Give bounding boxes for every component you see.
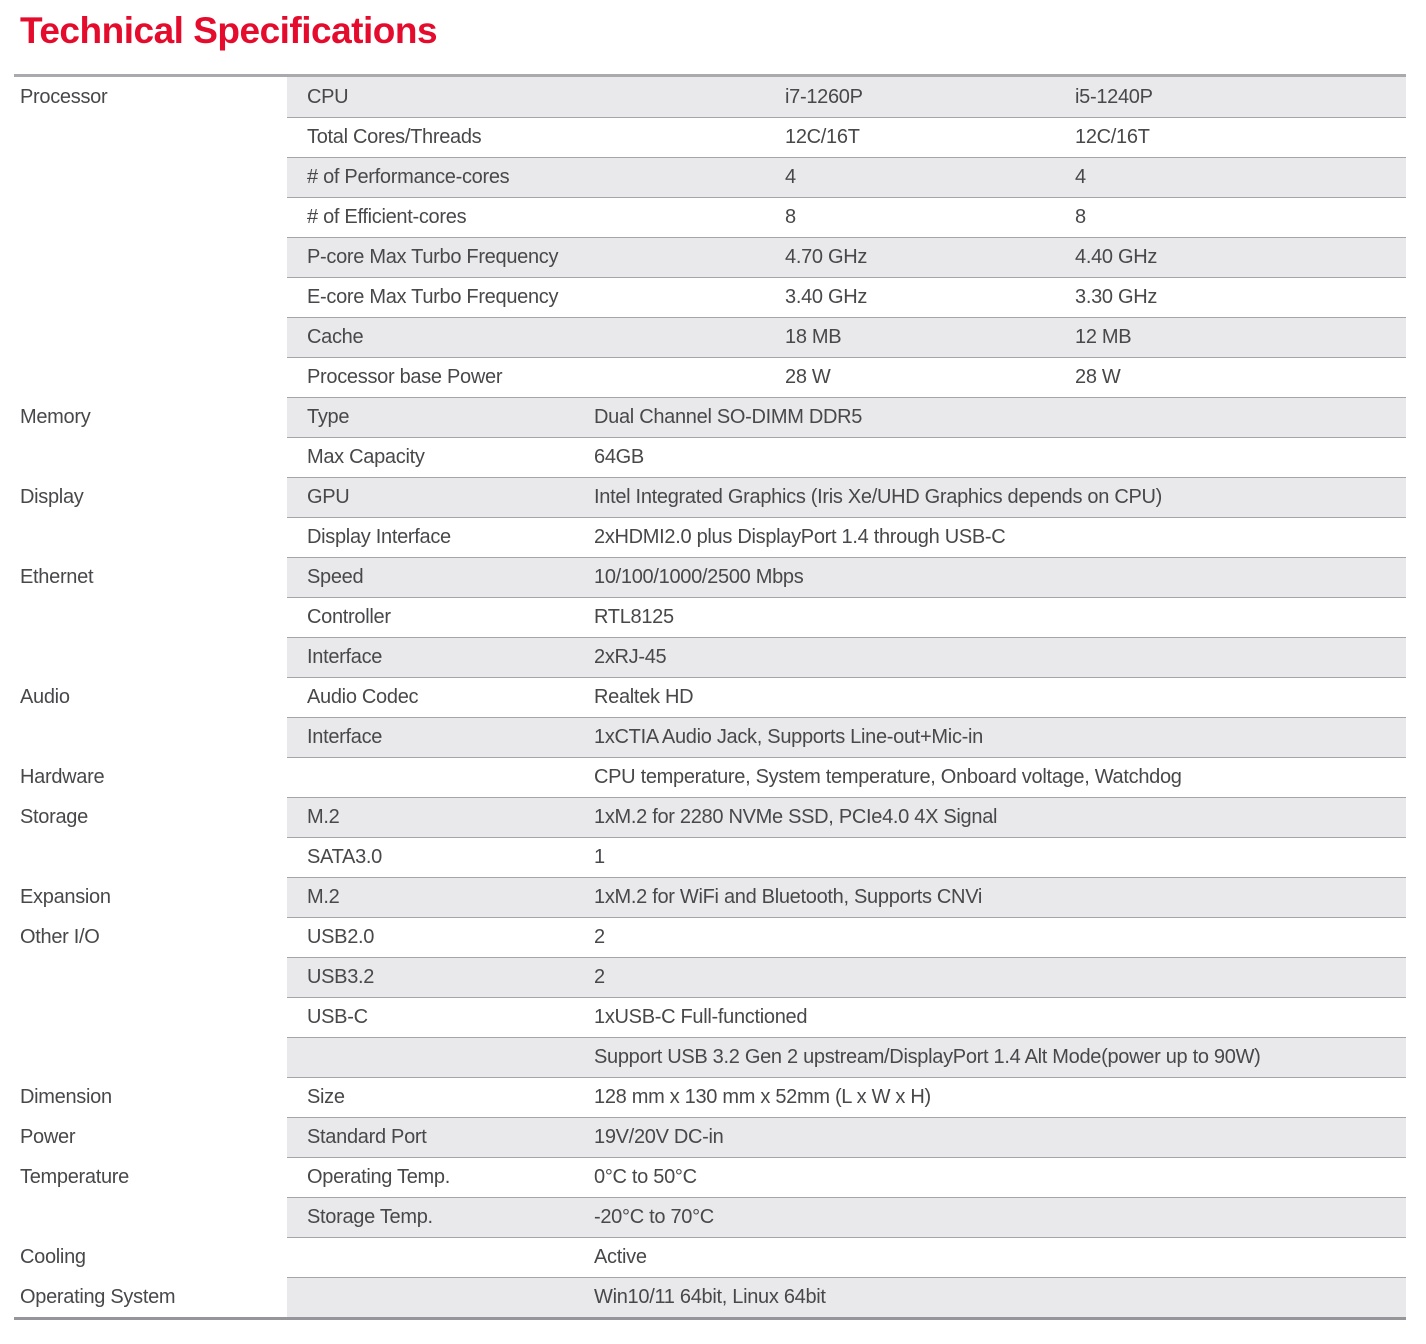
spec-value-1: Active <box>594 1246 647 1268</box>
table-row <box>14 677 1406 717</box>
spec-label: USB-C <box>307 1006 368 1028</box>
row-band <box>287 637 1406 677</box>
spec-label: # of Efficient-cores <box>307 206 467 228</box>
spec-value-1: 10/100/1000/2500 Mbps <box>594 566 804 588</box>
category-label <box>14 837 287 877</box>
row-band <box>287 677 1406 717</box>
row-band <box>287 237 1406 277</box>
category-label: Other I/O <box>14 917 287 957</box>
spec-label <box>287 1238 594 1277</box>
spec-value-1: RTL8125 <box>594 606 674 628</box>
spec-value-1: 28 W <box>785 366 831 388</box>
row-band <box>287 957 1406 997</box>
spec-value-1: 0°C to 50°C <box>594 1166 697 1188</box>
table-row <box>14 157 1406 197</box>
row-band <box>287 1117 1406 1157</box>
spec-value-1: i7-1260P <box>785 85 863 108</box>
spec-value-1: 1xCTIA Audio Jack, Supports Line-out+Mic-in <box>594 726 983 748</box>
category-label <box>14 1037 287 1077</box>
spec-value-1: 4.70 GHz <box>785 246 868 268</box>
category-label <box>14 117 287 157</box>
table-row <box>14 957 1406 997</box>
spec-value-2: i5-1240P <box>1075 85 1153 108</box>
spec-label: Interface <box>307 646 383 668</box>
spec-label: Display Interface <box>307 526 451 548</box>
spec-label: Storage Temp. <box>307 1206 433 1228</box>
category-label: Expansion <box>14 877 287 917</box>
spec-label: GPU <box>307 486 350 508</box>
spec-value-1: 4 <box>785 166 796 188</box>
spec-value-1: 18 MB <box>785 326 842 348</box>
row-band <box>287 397 1406 437</box>
spec-value-1: 3.40 GHz <box>785 286 868 308</box>
row-band <box>287 477 1406 517</box>
table-row <box>14 1077 1406 1117</box>
table-row <box>14 477 1406 517</box>
table-row <box>14 997 1406 1037</box>
spec-label: USB2.0 <box>307 926 375 948</box>
table-row <box>14 117 1406 157</box>
row-band <box>287 157 1406 197</box>
category-label: Display <box>14 477 287 517</box>
category-label: Processor <box>14 77 287 117</box>
row-band <box>287 317 1406 357</box>
spec-label: Operating Temp. <box>307 1166 450 1188</box>
category-label: Audio <box>14 677 287 717</box>
table-row <box>14 1037 1406 1077</box>
category-label <box>14 717 287 757</box>
table-row <box>14 277 1406 317</box>
row-band <box>287 757 1406 797</box>
table-row <box>14 77 1406 117</box>
table-row <box>14 597 1406 637</box>
row-band <box>287 517 1406 557</box>
category-label <box>14 597 287 637</box>
category-label <box>14 277 287 317</box>
table-row <box>14 1277 1406 1317</box>
spec-table <box>14 74 1406 1320</box>
spec-value-1: 2 <box>594 926 605 948</box>
row-band <box>287 1037 1406 1077</box>
spec-label: E-core Max Turbo Frequency <box>307 286 559 308</box>
spec-value-2: 12C/16T <box>1075 126 1150 148</box>
spec-label: SATA3.0 <box>307 846 382 868</box>
spec-label: Speed <box>307 566 364 588</box>
row-band <box>287 437 1406 477</box>
category-label <box>14 637 287 677</box>
spec-label: Standard Port <box>307 1126 427 1148</box>
spec-value-1: 2xHDMI2.0 plus DisplayPort 1.4 through USB-C <box>594 526 1006 548</box>
row-band <box>287 1197 1406 1237</box>
spec-value-2: 4.40 GHz <box>1075 246 1158 268</box>
spec-value-2: 4 <box>1075 166 1086 188</box>
spec-value-1: 2xRJ-45 <box>594 646 667 668</box>
spec-value-2: 3.30 GHz <box>1075 286 1158 308</box>
row-band <box>287 917 1406 957</box>
spec-label: Max Capacity <box>307 446 425 468</box>
row-band <box>287 357 1406 397</box>
category-label <box>14 197 287 237</box>
spec-label: M.2 <box>307 886 340 908</box>
table-row <box>14 1237 1406 1277</box>
spec-label: Processor base Power <box>307 366 503 388</box>
category-label <box>14 317 287 357</box>
row-band <box>287 77 1406 117</box>
page-title: Technical Specifications <box>20 10 438 51</box>
table-row <box>14 517 1406 557</box>
category-label <box>14 157 287 197</box>
spec-label: Controller <box>307 606 391 628</box>
spec-value-1: -20°C to 70°C <box>594 1206 714 1228</box>
spec-label <box>287 758 594 797</box>
category-label: Memory <box>14 397 287 437</box>
spec-label: P-core Max Turbo Frequency <box>307 246 559 268</box>
category-label: Dimension <box>14 1077 287 1117</box>
spec-label <box>287 1278 594 1317</box>
table-row <box>14 1157 1406 1197</box>
table-row <box>14 317 1406 357</box>
category-label: Storage <box>14 797 287 837</box>
table-row <box>14 397 1406 437</box>
spec-label: Size <box>307 1086 345 1108</box>
spec-label: CPU <box>307 85 349 108</box>
table-row <box>14 797 1406 837</box>
category-label: Operating System <box>14 1277 287 1317</box>
table-row <box>14 637 1406 677</box>
row-band <box>287 877 1406 917</box>
table-row <box>14 1197 1406 1237</box>
category-label <box>14 957 287 997</box>
spec-label: Interface <box>307 726 383 748</box>
row-band <box>287 837 1406 877</box>
table-row <box>14 237 1406 277</box>
table-row <box>14 837 1406 877</box>
category-label <box>14 1197 287 1237</box>
spec-value-1: 64GB <box>594 446 644 468</box>
row-band <box>287 797 1406 837</box>
spec-value-1: 8 <box>785 206 796 228</box>
spec-label <box>287 1038 594 1077</box>
row-band <box>287 197 1406 237</box>
spec-value-1: 128 mm x 130 mm x 52mm (L x W x H) <box>594 1086 931 1108</box>
row-band <box>287 597 1406 637</box>
row-band <box>287 1077 1406 1117</box>
row-band <box>287 997 1406 1037</box>
spec-label: M.2 <box>307 806 340 828</box>
row-band <box>287 1157 1406 1197</box>
spec-label: # of Performance-cores <box>307 166 510 188</box>
spec-value-1: Realtek HD <box>594 686 694 708</box>
spec-value-2: 28 W <box>1075 366 1121 388</box>
table-row <box>14 1117 1406 1157</box>
category-label: Cooling <box>14 1237 287 1277</box>
row-band <box>287 117 1406 157</box>
row-band <box>287 277 1406 317</box>
table-row <box>14 717 1406 757</box>
spec-label: Type <box>307 406 350 428</box>
table-row <box>14 757 1406 797</box>
spec-value-1: 12C/16T <box>785 126 860 148</box>
spec-value-1: 1 <box>594 846 605 868</box>
table-row <box>14 877 1406 917</box>
row-band <box>287 557 1406 597</box>
category-label <box>14 517 287 557</box>
category-label <box>14 237 287 277</box>
row-band <box>287 1277 1406 1317</box>
spec-value-1: 19V/20V DC-in <box>594 1126 724 1148</box>
table-row <box>14 197 1406 237</box>
spec-value-1: 2 <box>594 966 605 988</box>
spec-label: Cache <box>307 326 364 348</box>
category-label <box>14 997 287 1037</box>
spec-value-1: Win10/11 64bit, Linux 64bit <box>594 1286 826 1308</box>
table-row <box>14 357 1406 397</box>
category-label: Power <box>14 1117 287 1157</box>
category-label <box>14 357 287 397</box>
category-label: Ethernet <box>14 557 287 597</box>
row-band <box>287 1237 1406 1277</box>
category-label <box>14 437 287 477</box>
table-row <box>14 437 1406 477</box>
spec-value-1: 1xM.2 for WiFi and Bluetooth, Supports CNVi <box>594 886 983 908</box>
row-band <box>287 717 1406 757</box>
spec-value-1: Intel Integrated Graphics (Iris Xe/UHD Graphics depends on CPU) <box>594 486 1163 508</box>
table-row <box>14 917 1406 957</box>
spec-label: Audio Codec <box>307 686 419 708</box>
spec-value-1: Support USB 3.2 Gen 2 upstream/DisplayPort 1.4 Alt Mode(power up to 90W) <box>594 1046 1261 1068</box>
spec-label: USB3.2 <box>307 966 375 988</box>
spec-value-1: Dual Channel SO-DIMM DDR5 <box>594 406 863 428</box>
spec-value-2: 12 MB <box>1075 326 1132 348</box>
spec-value-1: 1xM.2 for 2280 NVMe SSD, PCIe4.0 4X Signal <box>594 806 998 828</box>
category-label: Hardware <box>14 757 287 797</box>
spec-label: Total Cores/Threads <box>307 126 482 148</box>
spec-value-1: 1xUSB-C Full-functioned <box>594 1006 808 1028</box>
spec-value-2: 8 <box>1075 206 1086 228</box>
table-row <box>14 557 1406 597</box>
spec-value-1: CPU temperature, System temperature, Onboard voltage, Watchdog <box>594 766 1182 788</box>
category-label: Temperature <box>14 1157 287 1197</box>
